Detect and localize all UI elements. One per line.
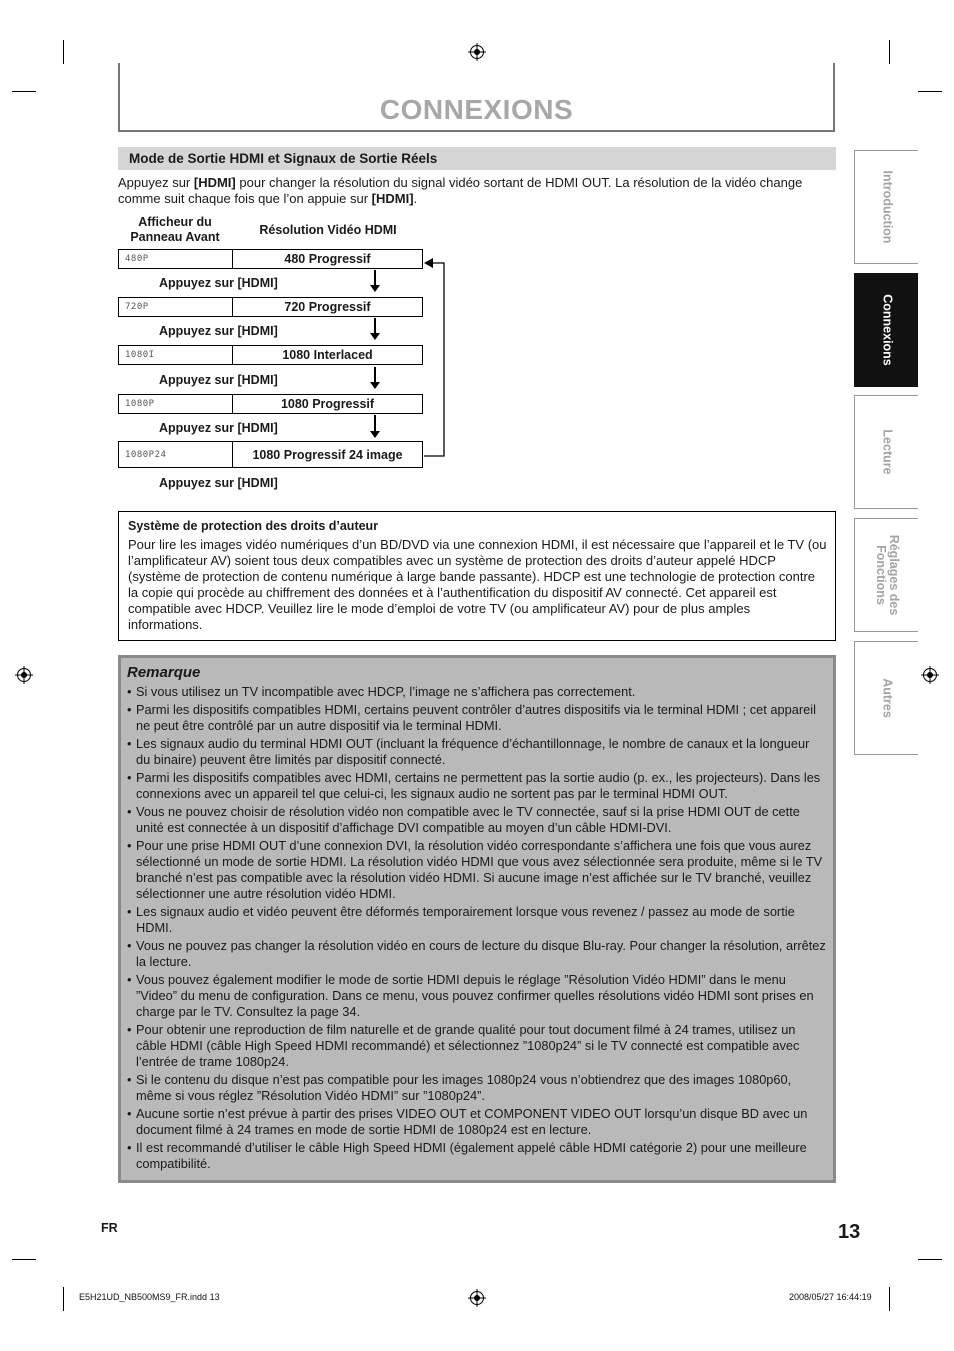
resolution-label: 1080 Progressif (280, 397, 375, 411)
note-item: • Vous ne pouvez choisir de résolution vidéo non compatible avec le TV connectée, sauf si la prise HDMI OUT de cette unité est connectée à un dispositif d’affichage DVI compatible au moyen d’un câble HDMI-DVI. (127, 804, 827, 836)
front-panel-display: 720P (119, 298, 233, 316)
resolution-row (118, 249, 423, 269)
note-item: • Pour obtenir une reproduction de film naturelle et de grande qualité pour tout document filmé à 24 trames, utilisez un câble HDMI (câble High Speed HDMI recommandé) et sélectionnez ”1080p24” si le TV connecté est compatible avec l’entrée de trame 1080p24. (127, 1022, 827, 1070)
note-item: • Les signaux audio et vidéo peuvent être déformés temporairement lorsque vous revenez / passez au mode de sortie HDMI. (127, 904, 827, 936)
tab-lecture[interactable] (854, 395, 918, 509)
resolution-row (118, 394, 423, 414)
down-arrow-icon (374, 415, 376, 432)
intro-paragraph: Appuyez sur [HDMI] pour changer la résolution du signal vidéo sortant de HDMI OUT. La résolution de la vidéo change comme suit chaque fois que l’on appuie sur [HDMI]. (118, 175, 803, 206)
crop-mark (63, 40, 64, 64)
hdcp-title: Système de protection des droits d’auteur (128, 519, 379, 533)
header-hdmi-resolution: Résolution Vidéo HDMI (259, 223, 397, 237)
note-item: • Si le contenu du disque n’est pas compatible pour les images 1080p24 vous n’obtiendrez que des images 1080p60, même si vous réglez ”Résolution Vidéo HDMI” sur ”1080p24”. (127, 1072, 827, 1104)
header-front-panel-display: Afficheur du Panneau Avant (130, 215, 220, 244)
crop-mark (918, 91, 942, 92)
registration-mark-icon (470, 45, 484, 59)
note-item: • Vous ne pouvez pas changer la résolution vidéo en cours de lecture du disque Blu-ray. Pour changer la résolution, arrêtez la lecture. (127, 938, 827, 970)
registration-mark-icon (923, 668, 937, 682)
note-item: • Aucune sortie n’est prévue à partir des prises VIDEO OUT et COMPONENT VIDEO OUT lorsqu’un disque BD avec un document filmé à 24 trames en mode de sortie HDMI de 1080p24 est en lecture. (127, 1106, 827, 1138)
crop-mark (12, 91, 36, 92)
note-item: • Parmi les dispositifs compatibles HDMI, certains peuvent contrôler d’autres dispositifs via le terminal HDMI ; cet appareil ne peut être contrôlé par un autre dispositif via le terminal HDMI. (127, 702, 827, 734)
note-item: • Pour une prise HDMI OUT d’une connexion DVI, la résolution vidéo correspondante s’affichera une fois que vous aurez sélectionné un mode de sortie HDMI. La résolution vidéo HDMI que vous avez sélectionnée sera produite, même si le TV branché n’est pas compatible avec la résolution vidéo HDMI. Si aucune image n’est affichée sur le TV branché, veuillez sélectionner une autre résolution vidéo HDMI. (127, 838, 827, 902)
tab-label: Autres (880, 678, 894, 718)
crop-mark (889, 1287, 890, 1311)
press-hdmi-label: Appuyez sur [HDMI] (159, 373, 278, 387)
section-title: Mode de Sortie HDMI et Signaux de Sortie Réels (129, 151, 438, 166)
tab-label: Introduction (880, 170, 894, 244)
language-code: FR (101, 1221, 118, 1235)
loop-back-arrow-icon (420, 250, 450, 465)
resolution-label: 1080 Interlaced (282, 348, 373, 362)
down-arrow-icon (374, 318, 376, 334)
resolution-label: 480 Progressif (284, 252, 371, 266)
front-panel-display: 1080I (119, 346, 233, 364)
resolution-row (118, 345, 423, 365)
front-panel-display: 1080P (119, 395, 233, 413)
resolution-row (118, 297, 423, 317)
press-hdmi-label: Appuyez sur [HDMI] (159, 276, 278, 290)
down-arrow-icon (374, 367, 376, 383)
tab-autres[interactable] (854, 641, 918, 755)
press-hdmi-label: Appuyez sur [HDMI] (159, 324, 278, 338)
registration-mark-icon (17, 668, 31, 682)
press-hdmi-label: Appuyez sur [HDMI] (159, 476, 278, 490)
page-number: 13 (838, 1221, 861, 1243)
tab-reglages-des-fonctions[interactable] (854, 518, 918, 632)
resolution-label: 720 Progressif (284, 300, 371, 314)
remarque-notes (127, 684, 827, 1174)
crop-mark (63, 1287, 64, 1311)
crop-mark (12, 1259, 36, 1260)
tab-label: Lecture (880, 429, 894, 475)
note-item: • Les signaux audio du terminal HDMI OUT (incluant la fréquence d’échantillonnage, le nombre de canaux et la longueur du binaire) peuvent être limités par dispositif connecté. (127, 736, 827, 768)
press-hdmi-label: Appuyez sur [HDMI] (159, 421, 278, 435)
tab-introduction[interactable] (854, 150, 918, 264)
footer-timestamp: 2008/05/27 16:44:19 (789, 1292, 872, 1302)
hdcp-body: Pour lire les images vidéo numériques d’un BD/DVD via une connexion HDMI, il est nécessaire que l’appareil et le TV (ou l’amplificateur AV) soient tous deux compatibles avec un système de protection des droits d’auteur appelé HDCP (système de protection de contenu numérique à large bande passante). HDCP est une technologie de protection contre la copie qui procède au chiffrement des données et à l’authentification du dispositif AV connecté. Cet appareil est compatible avec HDCP. Veuillez lire le mode d’emploi de votre TV (ou amplificateur AV) pour de plus amples informations. (128, 537, 827, 632)
note-item: • Parmi les dispositifs compatibles avec HDMI, certains ne permettent pas la sortie audio (p. ex., les projecteurs). Dans les connexions avec un appareil tel que celui-ci, les signaux audio ne sortent pas par le terminal HDMI OUT. (127, 770, 827, 802)
footer-file-name: E5H21UD_NB500MS9_FR.indd 13 (79, 1292, 220, 1302)
crop-mark (918, 1259, 942, 1260)
resolution-row (118, 441, 423, 468)
note-item: • Si vous utilisez un TV incompatible avec HDCP, l’image ne s’affichera pas correctement. (127, 684, 827, 700)
tab-label: Connexions (880, 294, 894, 366)
note-item: • Vous pouvez également modifier le mode de sortie HDMI depuis le réglage ”Résolution Vidéo HDMI” dans le menu ”Video” du menu de configuration. Dans ce menu, vous pouvez confirmer quelles résolutions vidéo HDMI sont prises en charge par le TV. Consultez la page 34. (127, 972, 827, 1020)
front-panel-display: 480P (119, 250, 233, 268)
front-panel-display: 1080P24 (119, 442, 233, 467)
down-arrow-icon (374, 270, 376, 286)
page-title: CONNEXIONS (379, 94, 574, 125)
resolution-label: 1080 Progressif 24 image (252, 447, 403, 462)
crop-mark (889, 40, 890, 64)
registration-mark-icon (470, 1291, 484, 1305)
note-item: • Il est recommandé d’utiliser le câble High Speed HDMI (également appelé câble HDMI catégorie 2) pour une meilleure compatibilité. (127, 1140, 827, 1172)
tab-label: Réglages des Fonctions (873, 534, 901, 616)
remarque-title: Remarque (127, 664, 201, 681)
tab-connexions[interactable] (854, 273, 918, 387)
